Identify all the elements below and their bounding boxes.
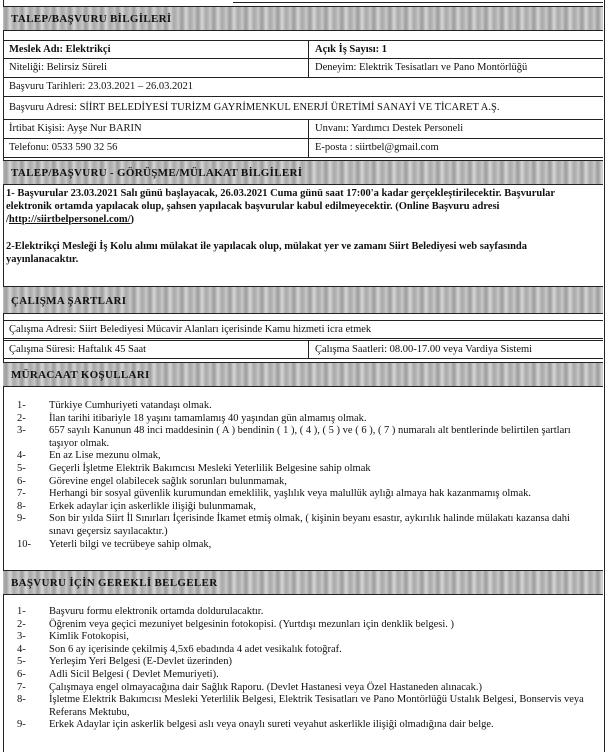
- row-irtibat: [3, 120, 603, 139]
- list-item-number: 9-: [17, 513, 26, 525]
- section-header-belgeler: [3, 570, 603, 595]
- section-header-talep: [3, 6, 603, 31]
- list-item-text: Öğrenim veya geçici mezuniyet belgesinin fotokopisi. (Yurtdışı mezunları için denklik belgesi. ): [49, 618, 455, 630]
- row-adres: [3, 97, 603, 120]
- row-calisma-sure: [3, 340, 603, 359]
- list-item-text: Türkiye Cumhuriyeti vatandaşı olmak.: [49, 400, 212, 411]
- list-item-number: 6-: [17, 668, 26, 680]
- row-telefon: [3, 139, 603, 158]
- list-item: [3, 656, 593, 669]
- list-item-text: Çalışmaya engel olmayacağına dair Sağlık Raporu. (Devlet Hastanesi veya Özel Hastaneden alınacak.): [49, 681, 482, 693]
- row-meslek: [3, 40, 603, 59]
- list-item: [3, 476, 593, 489]
- list-item-number: 1-: [17, 400, 26, 411]
- list-item-number: 3-: [17, 425, 26, 437]
- niteligi: Niteliği: Belirsiz Süreli: [3, 59, 309, 77]
- section-header-gorusme: [3, 160, 603, 185]
- list-item-text: Son bir yılda Siirt İl Sınırları İçerisinde İkamet etmiş olmak, ( kişinin beyanı esastır, aykırılık halinde mülakatı kazansa dahi sınavı geçersiz sayılacaktır.): [49, 513, 570, 537]
- list-item: [3, 413, 593, 426]
- telefonu: Telefonu: 0533 590 32 56: [3, 139, 309, 157]
- list-item-text: 657 sayılı Kanunun 48 inci maddesinin ( A ) bendinin ( 1 ), ( 4 ), ( 5 ) ve ( 6 ), ( 7 ) numaralı alt bentlerinde belirtilen şartları taşıyor olmak.: [49, 425, 571, 449]
- belgeler-list: [3, 606, 593, 732]
- list-item-number: 2-: [17, 618, 26, 630]
- list-item-text: İşletme Elektrik Bakımcısı Mesleki Yeterlilik Belgesi, Elektrik Tesisatları ve Pano Montörlüğü Ustalık Belgesi, Bonservis veya Referans Mektubu,: [49, 694, 584, 718]
- list-item-text: Başvuru formu elektronik ortamda doldurulacaktır.: [49, 606, 264, 617]
- section-header-muracaat: [3, 362, 603, 387]
- list-item: [3, 513, 593, 538]
- calisma-suresi: Çalışma Süresi: Haftalık 45 Saat: [3, 341, 309, 358]
- list-item-number: 7-: [17, 681, 26, 693]
- deneyim: Deneyim: Elektrik Tesisatları ve Pano Montörlüğü: [315, 62, 528, 73]
- list-item: [3, 501, 593, 514]
- list-item: [3, 606, 593, 619]
- section-title: TALEP/BAŞVURU - GÖRÜŞME/MÜLAKAT BİLGİLERİ: [11, 167, 303, 179]
- section-title: MÜRACAAT KOŞULLARI: [11, 369, 150, 381]
- list-item-number: 4-: [17, 450, 26, 462]
- list-item-text: Yerleşim Yeri Belgesi (E-Devlet üzerinden): [49, 656, 232, 668]
- list-item: [3, 694, 593, 719]
- section-header-calisma: [3, 286, 603, 314]
- list-item: [3, 400, 593, 413]
- e-posta: E-posta : siirtbel@gmail.com: [315, 142, 439, 153]
- meslek-adi: Meslek Adı: Elektrikçi: [3, 41, 309, 58]
- list-item: [3, 488, 593, 501]
- list-item-text: İlan tarihi itibariyle 18 yaşını tamamlamış 40 yaşından gün almamış olmak.: [49, 412, 367, 424]
- online-basvuru-link[interactable]: http://siirtbelpersonel.com/: [8, 214, 131, 225]
- list-item-number: 8-: [17, 694, 26, 706]
- top-table-edge: [233, 0, 603, 3]
- irtibat-kisisi: İrtibat Kişisi: Ayşe Nur BARIN: [3, 120, 309, 138]
- muracaat-list: [3, 400, 593, 551]
- section-title: BAŞVURU İÇİN GEREKLİ BELGELER: [11, 577, 218, 589]
- list-item: [3, 682, 593, 695]
- list-item-text: En az Lise mezunu olmak,: [49, 450, 161, 462]
- list-item: [3, 719, 593, 732]
- list-item: [3, 619, 593, 632]
- list-item: [3, 425, 593, 450]
- gorusme-paragraph-2: 2-Elektrikçi Mesleği İş Kolu alımı mülakat ile yapılacak olup, mülakat yer ve zamanı Siirt Belediyesi web sayfasında yayınlanacaktır.: [6, 241, 528, 265]
- list-item-number: 5-: [17, 462, 26, 474]
- list-item-text: Yeterli bilgi ve tecrübeye sahip olmak,: [49, 538, 212, 550]
- section-title: ÇALIŞMA ŞARTLARI: [11, 295, 127, 307]
- list-item-number: 4-: [17, 643, 26, 655]
- list-item-number: 8-: [17, 500, 26, 512]
- list-item-number: 2-: [17, 412, 26, 424]
- calisma-adresi: Çalışma Adresi: Siirt Belediyesi Mücavir Alanları içerisinde Kamu hizmeti icra etmek: [9, 324, 372, 335]
- list-item-number: 3-: [17, 631, 26, 643]
- list-item-text: Adli Sicil Belgesi ( Devlet Memuriyeti).: [49, 668, 219, 680]
- list-item-number: 10-: [17, 538, 31, 550]
- basvuru-adresi: Başvuru Adresi: SİİRT BELEDİYESİ TURİZM GAYRİMENKUL ENERJİ ÜRETİMİ SANAYİ VE TİCARET A.Ş.: [9, 102, 500, 113]
- list-item-number: 1-: [17, 606, 26, 617]
- list-item-number: 5-: [17, 656, 26, 668]
- list-item: [3, 631, 593, 644]
- list-item-text: Kimlik Fotokopisi,: [49, 631, 129, 643]
- list-item: [3, 450, 593, 463]
- row-calisma-adresi: [3, 320, 603, 339]
- list-item-text: Geçerli İşletme Elektrik Bakımcısı Mesleki Yeterlilik Belgesine sahip olmak: [49, 462, 371, 474]
- list-item-text: Görevine engel olabilecek sağlık sorunları bulunmamak,: [49, 475, 287, 487]
- unvani: Unvanı: Yardımcı Destek Personeli: [315, 123, 464, 134]
- list-item-text: Herhangi bir sosyal güvenlik kurumundan emeklilik, yaşlılık veya malullük aylığı almaya hak kazanmamış olmak.: [49, 488, 532, 500]
- list-item: [3, 669, 593, 682]
- section-title: TALEP/BAŞVURU BİLGİLERİ: [11, 13, 172, 25]
- list-item: [3, 644, 593, 657]
- list-item-text: Erkek adaylar için askerlikle ilişiği bulunmamak,: [49, 500, 257, 512]
- row-nitelik: [3, 59, 603, 78]
- list-item: [3, 539, 593, 552]
- list-item-number: 6-: [17, 475, 26, 487]
- list-item-number: 9-: [17, 719, 26, 731]
- acik-is-sayisi: Açık İş Sayısı: 1: [315, 44, 388, 55]
- list-item-text: Erkek Adaylar için askerlik belgesi aslı veya onaylı sureti veyahut askerlikle ilişiği olmadığına dair belge.: [49, 719, 494, 731]
- gorusme-paragraph-1: 1- Başvurular 23.03.2021 Salı günü başlayacak, 26.03.2021 Cuma günü saat 17:00'a kadar gerçekleştirilecektir. Başvurular elektronik ortamda yapılacak olup, şahsen yapılacak başvurular kabul edilmeyecektir. (Online Başvuru adresi /http://siirtbelpersonel.com/): [6, 188, 555, 225]
- calisma-saatleri: Çalışma Saatleri: 08.00-17.00 veya Vardiya Sistemi: [315, 344, 533, 355]
- row-tarihler: [3, 78, 603, 97]
- list-item-number: 7-: [17, 488, 26, 500]
- list-item-text: Son 6 ay içerisinde çekilmiş 4,5x6 ebadında 4 adet vesikalık fotoğraf.: [49, 643, 342, 655]
- basvuru-tarihleri: Başvuru Tarihleri: 23.03.2021 – 26.03.2021: [9, 81, 193, 92]
- list-item: [3, 463, 593, 476]
